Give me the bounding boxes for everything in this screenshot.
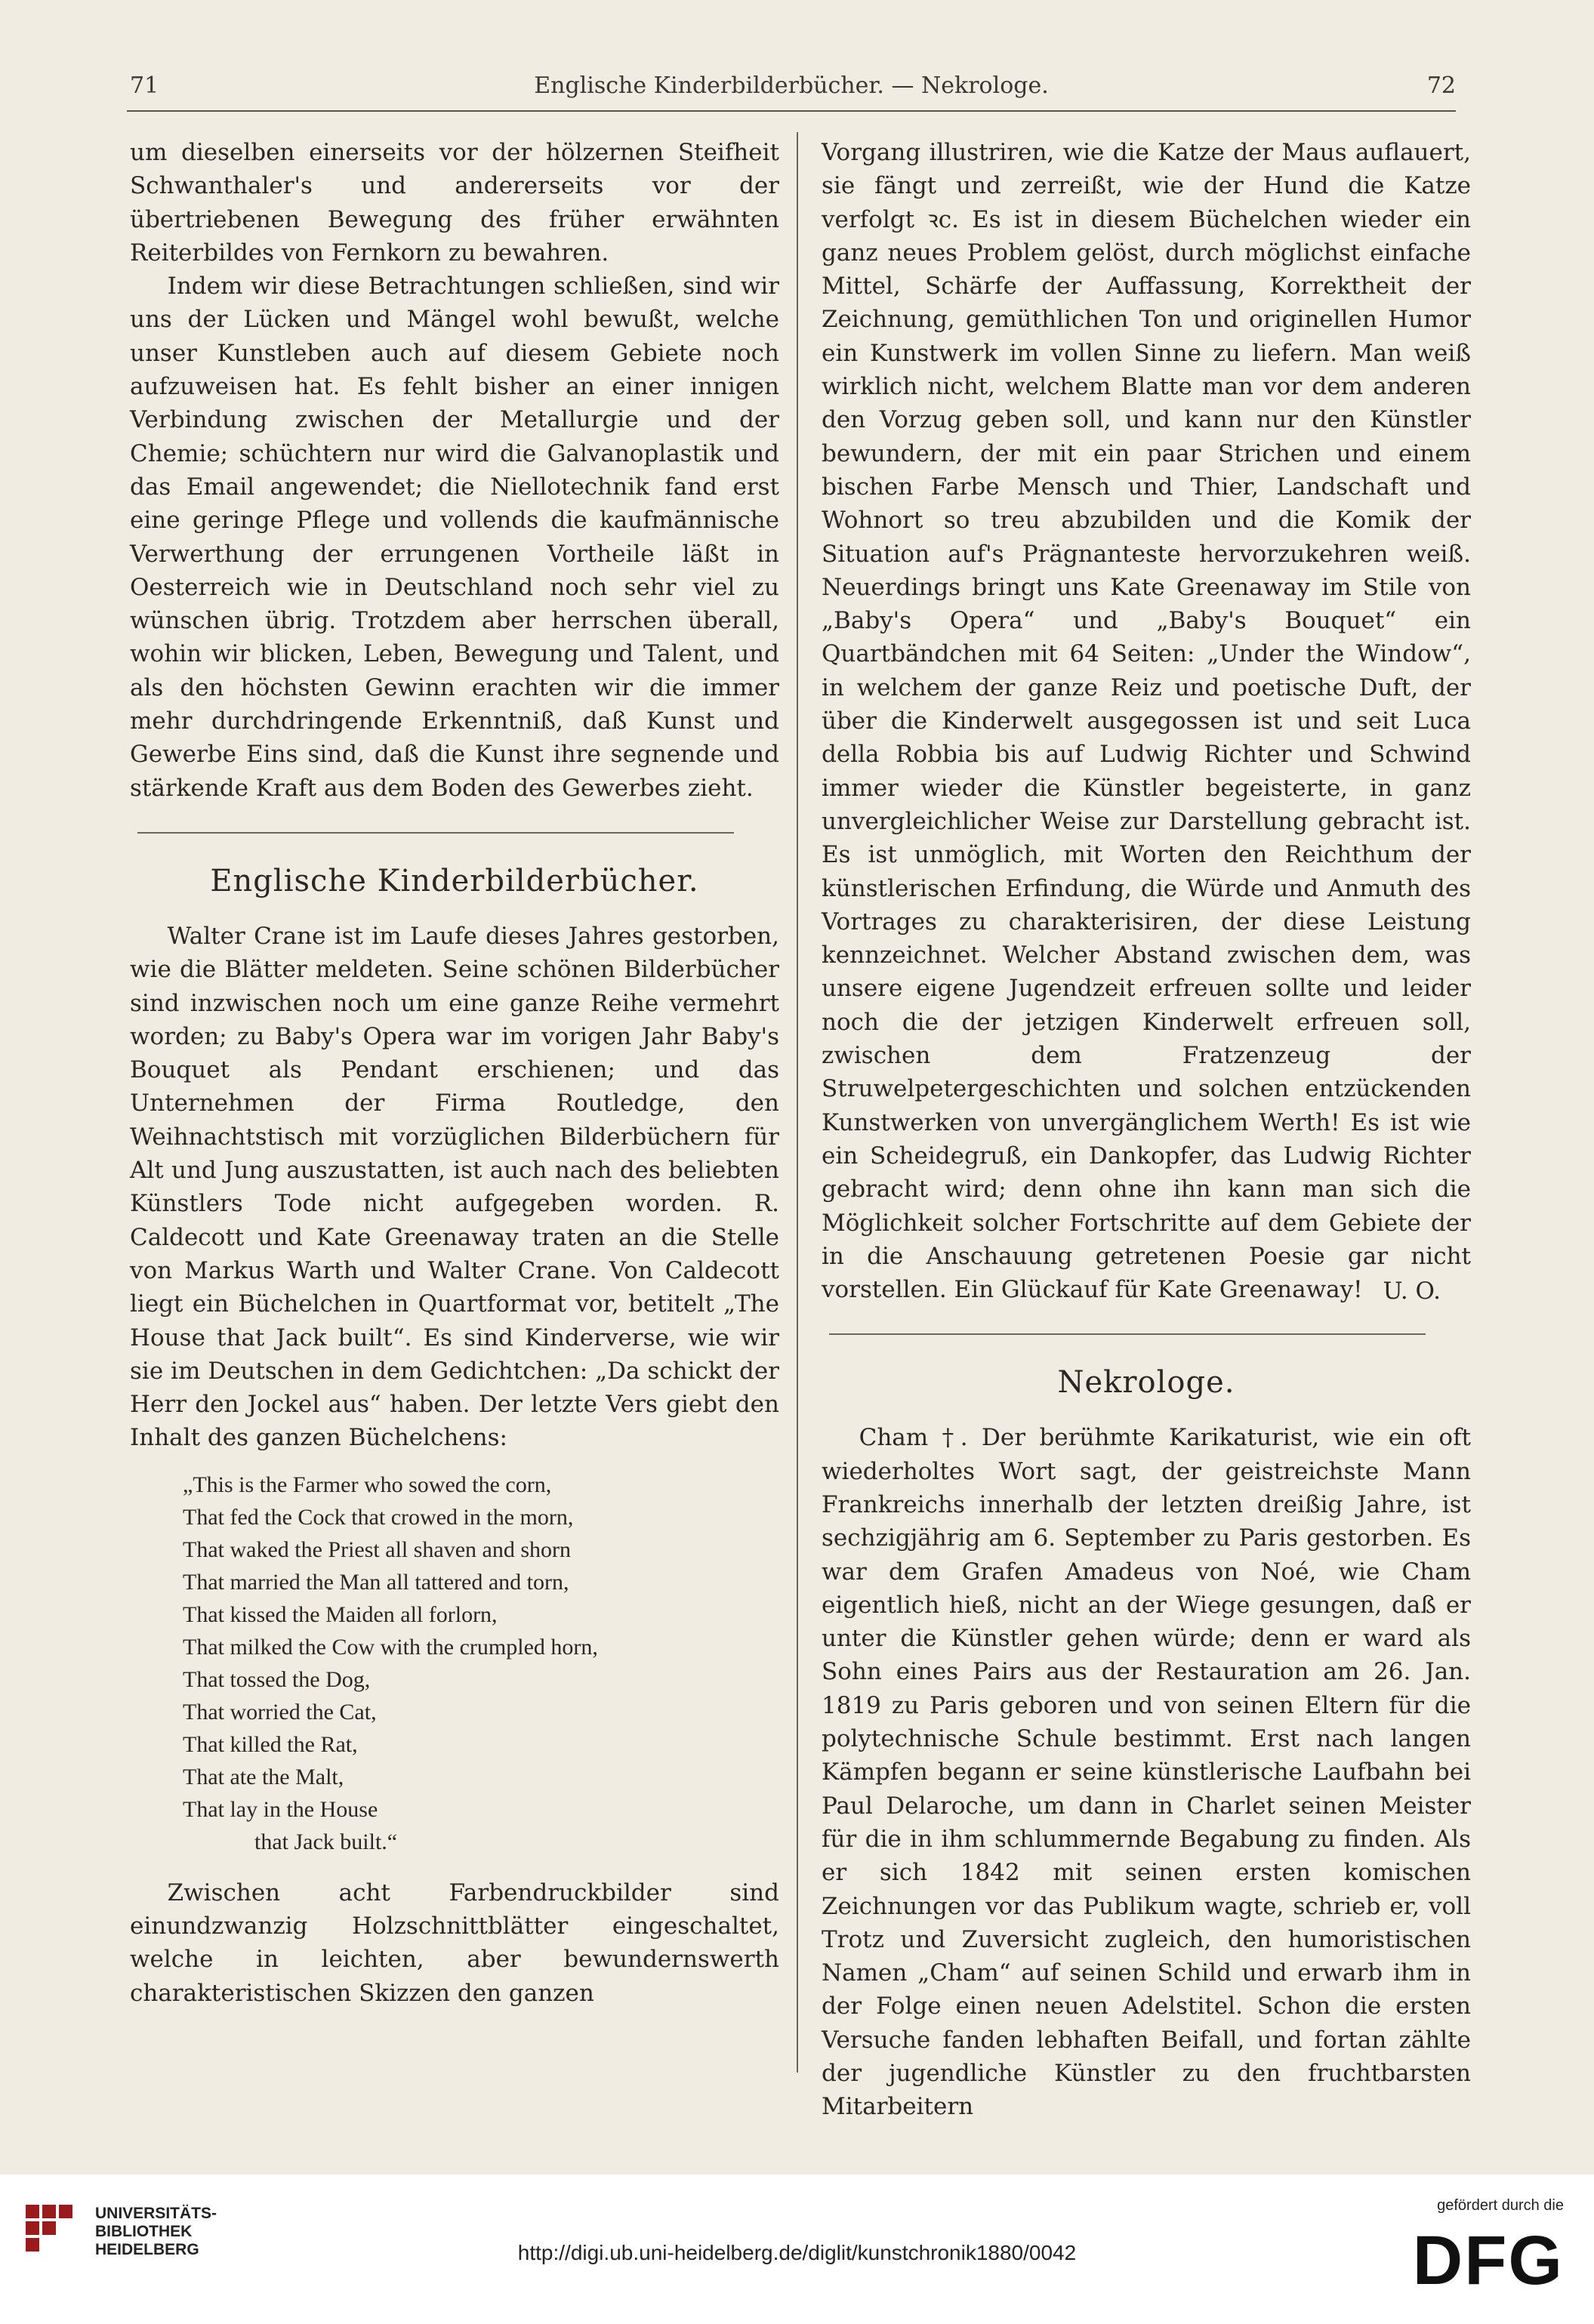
poem-line: That lay in the House xyxy=(183,1796,378,1822)
library-name-line: BIBLIOTHEK xyxy=(95,2223,193,2240)
left-column xyxy=(130,136,779,2010)
funding-note: gefördert durch die xyxy=(1437,2197,1564,2214)
poem-line: That milked the Cow with the crumpled horn, xyxy=(183,1634,598,1660)
section-rule xyxy=(137,832,734,834)
section-rule xyxy=(829,1333,1426,1335)
dfg-logo: DFG xyxy=(1412,2222,1564,2299)
poem-line: That worried the Cat, xyxy=(183,1699,377,1725)
poem-line: That kissed the Maiden all forlorn, xyxy=(183,1601,498,1627)
poem-line: That married the Man all tattered and torn, xyxy=(183,1569,569,1595)
poem-line: „This is the Farmer who sowed the corn, xyxy=(183,1472,552,1497)
page-number-right: 72 xyxy=(1426,72,1456,99)
poem xyxy=(130,1469,779,1858)
column-divider xyxy=(797,132,798,2073)
running-header xyxy=(127,66,1456,107)
poem-line: That killed the Rat, xyxy=(183,1731,358,1757)
paragraph: Zwischen acht Farbendruckbilder sind einundzwanzig Holzschnittblätter eingeschaltet, welche in leichten, aber bewundernswerth charakteristischen Skizzen den ganzen xyxy=(130,1879,779,2007)
header-rule xyxy=(127,110,1456,112)
library-name-line: UNIVERSITÄTS- xyxy=(95,2205,217,2222)
poem-line: that Jack built.“ xyxy=(254,1829,398,1854)
library-name-line: HEIDELBERG xyxy=(95,2241,199,2258)
right-column xyxy=(822,136,1471,2124)
paragraph: Vorgang illustriren, wie die Katze der Maus auflauert, sie fängt und zerreißt, wie der Hund die Katze verfolgt ꝛc. Es ist in diesem Büchelchen wieder ein ganz neues Problem gelöst, durch möglichst einfache Mittel, Schärfe der Auffassung, Korrektheit der Zeichnung, gemüthlichen Ton und originellen Humor ein Kunstwerk im vollen Sinne zu liefern. Man weiß wirklich nicht, welchem Blatte man vor dem anderen den Vorzug geben soll, und kann nur den Künstler bewundern, der mit ein paar Strichen und einem bischen Farbe Mensch und Thier, Landschaft und Wohnort so treu abzubilden und die Komik der Situation auf's Prägnanteste hervorzukehren weiß. Neuerdings bringt uns Kate Greenaway im Stile von „Baby's Opera“ und „Baby's Bouquet“ ein Quartbändchen mit 64 Seiten: „Under the Window“, in welchem der ganze Reiz und poetische Duft, der über die Kinderwelt ausgegossen ist und seit Luca della Robbia bis auf Ludwig Richter und Schwind immer wieder die Künstler begeisterte, in ganz unvergleichlicher Weise zur Darstellung gebracht ist. Es ist unmöglich, mit Worten den Reichthum der künstlerischen Erfindung, die Würde und Anmuth des Vortrages zu charakterisiren, der diese Leistung kennzeichnet. Welcher Abstand zwischen dem, was unsere eigene Jugendzeit erfreuen sollte und leider noch die der jetzigen Kinderwelt erfreuen soll, zwischen dem Fratzenzeug der Struwelpetergeschichten und solchen entzückenden Kunstwerken von unvergänglichem Werth! Es ist wie ein Scheidegruß, ein Dankopfer, das Ludwig Richter gebracht wird; denn ohne ihn kann man sich die Möglichkeit solcher Fortschritte auf dem Gebiete der in die Anschauung getretenen Poesie gar nicht vorstellen. Ein Glückauf für Kate Greenaway! xyxy=(822,139,1471,1304)
poem-line: That waked the Priest all shaven and shorn xyxy=(183,1536,572,1562)
author-signature: U. O. xyxy=(1383,1278,1441,1305)
paragraph: Walter Crane ist im Laufe dieses Jahres gestorben, wie die Blätter meldeten. Seine schönen Bilderbücher sind inzwischen noch um eine ganze Reihe vermehrt worden; zu Baby's Opera war im vorigen Jahr Baby's Bouquet als Pendant erschienen; und das Unternehmen der Firma Routledge, den Weihnachtstisch mit vorzüglichen Bilderbüchern für Alt und Jung auszustatten, ist auch nach des beliebten Künstlers Tode nicht aufgegeben worden. R. Caldecott und Kate Greenaway traten an die Stelle von Markus Warth und Walter Crane. Von Caldecott liegt ein Büchelchen in Quartformat vor, betitelt „The House that Jack built“. Es sind Kinderverse, wie wir sie im Deutschen in dem Gedichtchen: „Da schickt der Herr den Jockel aus“ haben. Der letzte Vers giebt den Inhalt des ganzen Büchelchens: xyxy=(130,922,779,1452)
poem-line: That fed the Cock that crowed in the morn, xyxy=(183,1504,574,1530)
section-heading: Englische Kinderbilderbücher. xyxy=(210,863,699,898)
source-url-link[interactable]: http://digi.ub.uni-heidelberg.de/diglit/kunstchronik1880/0042 xyxy=(517,2241,1077,2264)
running-title: Englische Kinderbilderbücher. — Nekrologe. xyxy=(534,72,1049,99)
footer-bar xyxy=(0,2175,1594,2324)
poem-line: That ate the Malt, xyxy=(183,1764,344,1789)
poem-line: That tossed the Dog, xyxy=(183,1666,371,1692)
section-heading: Nekrologe. xyxy=(1057,1365,1235,1401)
page-number-left: 71 xyxy=(130,72,159,99)
paragraph: um dieselben einerseits vor der hölzernen Steifheit Schwanthaler's und andererseits vor der übertriebenen Bewegung des früher erwähnten Reiterbildes von Fernkorn zu bewahren. xyxy=(130,139,779,267)
paragraph: Cham †. Der berühmte Karikaturist, wie ein oft wiederholtes Wort sagt, der geistreichste Mann Frankreichs innerhalb der letzten dreißig Jahre, ist sechzigjährig am 6. September zu Paris gestorben. Es war dem Grafen Amadeus von Noé, wie Cham eigentlich hieß, nicht an der Wiege gesungen, daß er unter die Künstler gehen würde; denn er ward als Sohn eines Pairs aus der Restauration am 26. Jan. 1819 zu Paris geboren und von seinen Eltern für die polytechnische Schule bestimmt. Erst nach langen Kämpfen begann er seine künstlerische Laufbahn bei Paul Delaroche, um dann in Charlet seinen Meister für die in ihm schlummernde Begabung zu finden. Als er sich 1842 mit seinen ersten komischen Zeichnungen vor das Publikum wagte, schrieb er, voll Trotz und Zuversicht zugleich, den humoristischen Namen „Cham“ auf seinen Schild und erwarb ihm in der Folge einen neuen Adelstitel. Schon die ersten Versuche fanden lebhaften Beifall, und fortan zählte der jugendliche Künstler zu den fruchtbarsten Mitarbeitern xyxy=(822,1424,1471,2121)
paragraph: Indem wir diese Betrachtungen schließen, sind wir uns der Lücken und Mängel wohl bewußt, welche unser Kunstleben auch auf diesem Gebiete noch aufzuweisen hat. Es fehlt bisher an einer innigen Verbindung zwischen der Metallurgie und der Chemie; schüchtern nur wird die Galvanoplastik und das Email angewendet; die Niellotechnik fand erst eine geringe Pflege und vollends die kaufmännische Verwerthung der errungenen Vortheile läßt in Oesterreich wie in Deutschland noch sehr viel zu wünschen übrig. Trotzdem aber herrschen überall, wohin wir blicken, Leben, Bewegung und Talent, und als den höchsten Gewinn erachten wir die immer mehr durchdringende Erkenntniß, daß Kunst und Gewerbe Eins sind, daß die Kunst ihre segnende und stärkende Kraft aus dem Boden des Gewerbes zieht. xyxy=(130,273,779,802)
